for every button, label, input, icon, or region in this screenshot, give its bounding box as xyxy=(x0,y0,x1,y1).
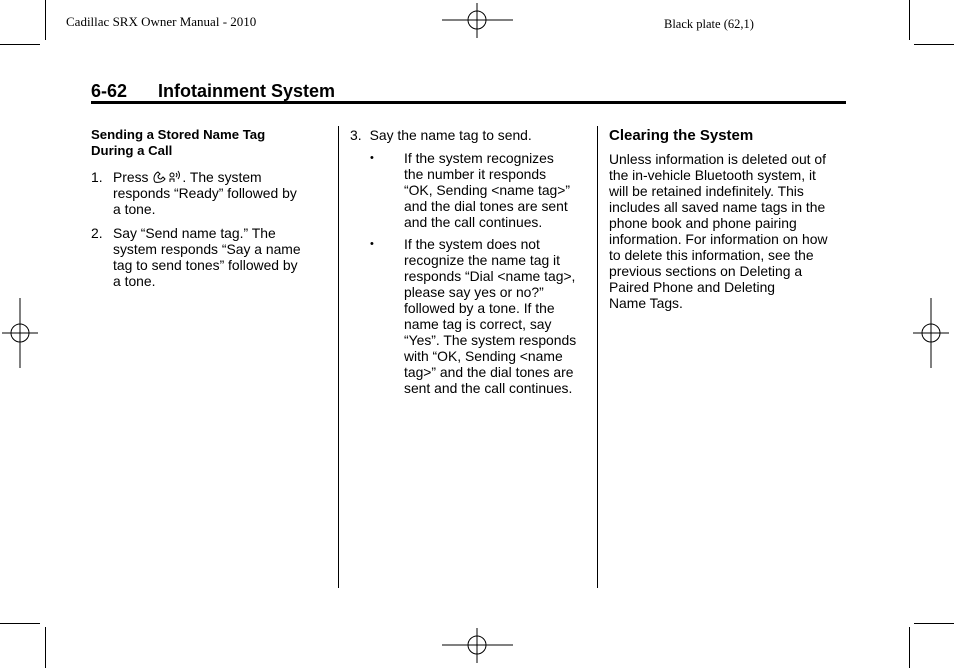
section-number: 6-62 xyxy=(91,81,128,101)
step-text: Say the name tag to send. xyxy=(369,127,532,143)
phone-icon xyxy=(152,170,168,184)
clearing-system-heading: Clearing the System xyxy=(609,127,754,144)
step-text xyxy=(113,225,301,289)
step-line: Say “Send name tag.” The xyxy=(113,225,276,241)
step-line: system responds “Say a name xyxy=(113,241,301,257)
bullet-text: If the system recognizes the number it responds “OK, Sending <name tag>” and the dial tones are sent and the call continues. xyxy=(404,150,571,230)
column-divider xyxy=(597,126,598,588)
bullet-text: If the system does not recognize the name tag it responds “Dial <name tag>, please say yes or no?” followed by a tone. If the name tag is correct, say “Yes”. The system responds with “OK, Sending <name tag>” and the dial tones are sent and the call continues. xyxy=(404,236,577,396)
clearing-system-body: Unless information is deleted out of the in-vehicle Bluetooth system, it will be retained indefinitely. This includes all saved name tags in the phone book and phone pairing information. For information on how to delete this information, see the previous sections on Deleting a Paired Phone and Deleting Name Tags. xyxy=(609,151,828,311)
subsection-heading xyxy=(91,127,265,159)
column-divider xyxy=(338,126,339,588)
bullet-marker: • xyxy=(370,152,374,164)
voice-recognition-icon xyxy=(168,170,182,184)
step-text xyxy=(113,169,297,217)
section-title: Infotainment System xyxy=(158,81,336,101)
step-line: a tone. xyxy=(113,273,156,289)
subsection-heading-line: Sending a Stored Name Tag xyxy=(91,127,266,142)
subsection-heading-line: During a Call xyxy=(91,143,173,158)
step-line: Press . The system xyxy=(113,169,262,185)
step-3 xyxy=(350,127,532,143)
bullet-marker: • xyxy=(370,238,374,250)
step-line: responds “Ready” followed by xyxy=(113,185,297,201)
heading-rule xyxy=(91,101,846,104)
step-line: tag to send tones” followed by xyxy=(113,257,298,273)
step-number: 3. xyxy=(350,127,362,143)
step-number: 1. xyxy=(91,169,103,185)
manual-title: Cadillac SRX Owner Manual - 2010 xyxy=(66,14,257,29)
step-number: 2. xyxy=(91,225,103,241)
step-line: a tone. xyxy=(113,201,156,217)
plate-label: Black plate (62,1) xyxy=(664,17,754,31)
section-heading xyxy=(91,81,335,102)
